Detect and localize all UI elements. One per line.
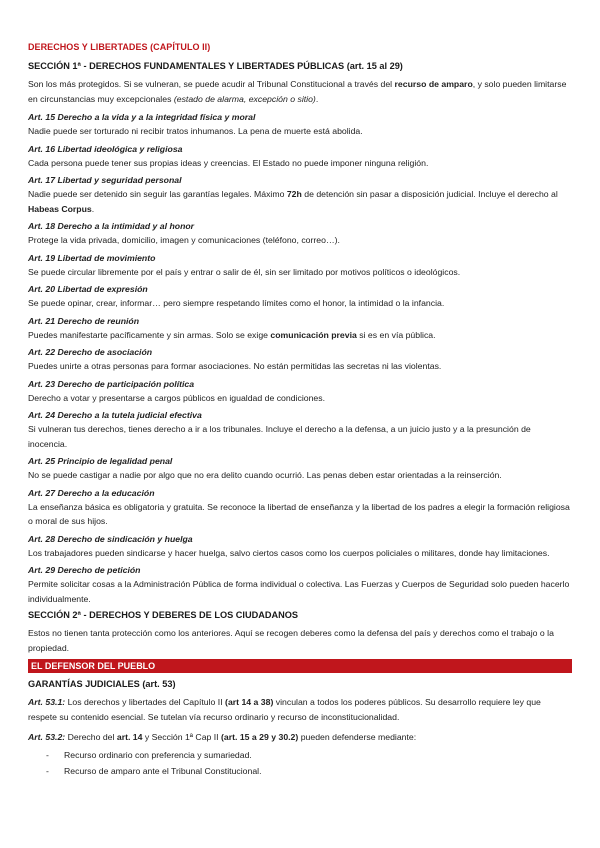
art-53-2-paragraph: Art. 53.2: Derecho del art. 14 y Sección 1ª Cap II (art. 15 a 29 y 30.2) pueden defenderse mediante: bbox=[28, 732, 417, 742]
article-29 bbox=[28, 564, 572, 606]
article-title: Art. 28 Derecho de sindicación y huelga bbox=[28, 533, 193, 544]
article-24 bbox=[28, 409, 572, 451]
list-item: - Recurso de amparo ante el Tribunal Constitucional. bbox=[28, 763, 572, 779]
article-title: Art. 25 Principio de legalidad penal bbox=[28, 456, 173, 466]
defensor-del-pueblo-banner: EL DEFENSOR DEL PUEBLO bbox=[28, 659, 572, 673]
article-title: Art. 22 Derecho de asociación bbox=[28, 347, 153, 357]
article-title: Art. 17 Libertad y seguridad personal bbox=[28, 175, 182, 185]
article-title: Art. 21 Derecho de reunión bbox=[28, 315, 140, 326]
article-23 bbox=[28, 378, 572, 406]
article-18 bbox=[28, 220, 572, 248]
dash-bullet: - bbox=[46, 749, 49, 760]
article-title: Art. 20 Libertad de expresión bbox=[28, 284, 148, 294]
article-text: Se puede opinar, crear, informar… pero siempre respetando límites como el honor, la intimidad o la infancia. bbox=[28, 298, 445, 308]
article-title: Art. 16 Libertad ideológica y religiosa bbox=[28, 143, 183, 154]
article-text: Se puede circular libremente por el país y entrar o salir de él, sin ser limitado por motivos políticos o ideológicos. bbox=[28, 266, 461, 277]
art-53-1-paragraph: Art. 53.1: Los derechos y libertades del Capítulo II (art 14 a 38) vinculan a todos los poderes públicos. Su desarrollo requiere ley que respete su contenido esencial. Se tutelan vía recurso ordinario y recurso de inconstitucionalidad. bbox=[28, 697, 541, 722]
section1-title: SECCIÓN 1ª - DERECHOS FUNDAMENTALES Y LIBERTADES PÚBLICAS (art. 15 al 29) bbox=[28, 61, 403, 71]
article-text: Nadie puede ser torturado ni recibir tratos inhumanos. La pena de muerte está abolida. bbox=[28, 126, 363, 136]
article-19 bbox=[28, 252, 572, 280]
article-22 bbox=[28, 346, 572, 374]
article-text: Derecho a votar y presentarse a cargos públicos en igualdad de condiciones. bbox=[28, 392, 326, 403]
article-17 bbox=[28, 174, 572, 216]
article-16 bbox=[28, 143, 572, 171]
article-text: Puedes manifestarte pacíficamente y sin armas. Solo se exige comunicación previa si es en vía pública. bbox=[28, 329, 436, 340]
article-text: Protege la vida privada, domicilio, imagen y comunicaciones (teléfono, correo…). bbox=[28, 235, 340, 245]
section2-text: Estos no tienen tanta protección como los anteriores. Aquí se recogen deberes como la defensa del país y derechos como el trabajo o la propiedad. bbox=[28, 628, 554, 653]
dash-bullet: - bbox=[46, 765, 49, 776]
article-15 bbox=[28, 111, 572, 139]
article-text: No se puede castigar a nadie por algo que no era delito cuando ocurrió. Las penas deben estar orientadas a la reinserción. bbox=[28, 470, 502, 480]
list-item: - Recurso ordinario con preferencia y sumariedad. bbox=[28, 747, 572, 763]
chapter-title: DERECHOS Y LIBERTADES (CAPÍTULO II) bbox=[28, 42, 211, 52]
article-text: Cada persona puede tener sus propias ideas y creencias. El Estado no puede imponer ninguna religión. bbox=[28, 157, 429, 168]
section1-intro: Son los más protegidos. Si se vulneran, se puede acudir al Tribunal Constitucional a través del recurso de amparo, y solo pueden limitarse en circunstancias muy excepcionales (estado de alarma, excepción o sitio). bbox=[28, 79, 567, 104]
article-title: Art. 24 Derecho a la tutela judicial efectiva bbox=[28, 410, 202, 420]
article-text: Los trabajadores pueden sindicarse y hacer huelga, salvo ciertos casos como los cuerpos policiales o militares, donde hay limitaciones. bbox=[28, 547, 550, 558]
article-text: Puedes unirte a otras personas para formar asociaciones. No están permitidas las secretas ni las violentas. bbox=[28, 361, 442, 371]
article-text: Nadie puede ser detenido sin seguir las garantías legales. Máximo 72h de detención sin pasar a disposición judicial. Incluye el derecho al Habeas Corpus. bbox=[28, 189, 558, 214]
article-title: Art. 15 Derecho a la vida y a la integridad física y moral bbox=[28, 112, 256, 122]
article-28 bbox=[28, 533, 572, 561]
article-text: Permite solicitar cosas a la Administración Pública de forma individual o colectiva. Las Fuerzas y Cuerpos de Seguridad solo pueden hacerlo individualmente. bbox=[28, 579, 570, 604]
section2-title: SECCIÓN 2ª - DERECHOS Y DEBERES DE LOS CIUDADANOS bbox=[28, 610, 299, 620]
article-27 bbox=[28, 487, 572, 529]
article-title: Art. 19 Libertad de movimiento bbox=[28, 252, 156, 263]
article-title: Art. 23 Derecho de participación política bbox=[28, 378, 195, 389]
article-25 bbox=[28, 455, 572, 483]
remedies-list bbox=[28, 747, 572, 779]
garantias-title: GARANTÍAS JUDICIALES (art. 53) bbox=[28, 679, 176, 689]
article-20 bbox=[28, 283, 572, 311]
article-21 bbox=[28, 315, 572, 343]
article-title: Art. 27 Derecho a la educación bbox=[28, 487, 155, 498]
article-text: La enseñanza básica es obligatoria y gratuita. Se reconoce la libertad de enseñanza y la libertad de los padres a elegir la formación religiosa o moral de sus hijos. bbox=[28, 501, 570, 526]
article-title: Art. 29 Derecho de petición bbox=[28, 565, 141, 575]
article-text: Si vulneran tus derechos, tienes derecho a ir a los tribunales. Incluye el derecho a la defensa, a un juicio justo y a la presunción de inocencia. bbox=[28, 424, 531, 449]
article-title: Art. 18 Derecho a la intimidad y al honor bbox=[28, 221, 195, 231]
